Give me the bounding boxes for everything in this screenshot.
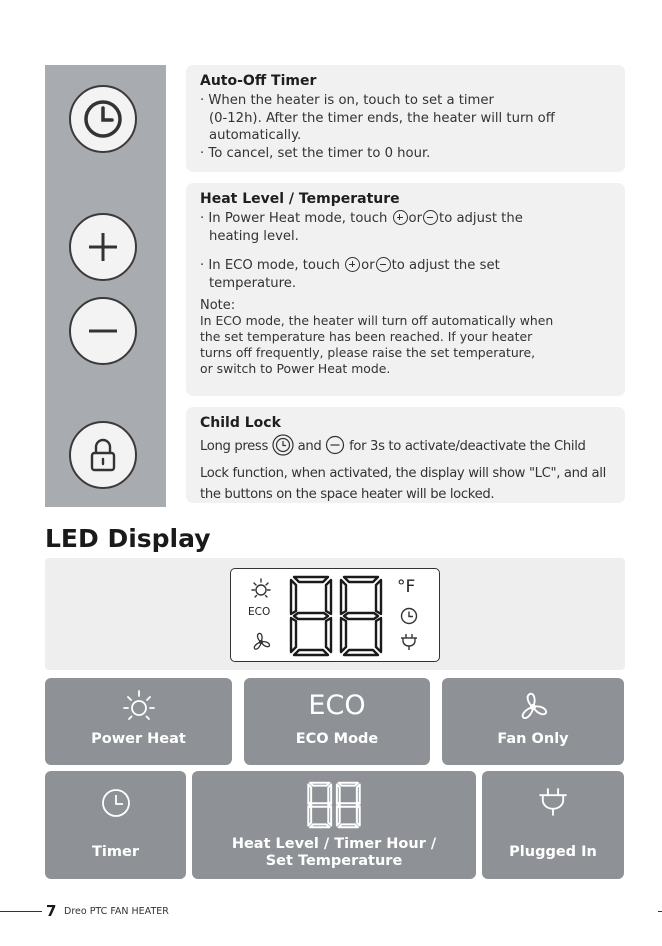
child-lock-card (186, 407, 625, 503)
eco-mode-tile (244, 678, 430, 765)
lock-text-line: Lock function, when activated, the display will show "LC", and all (200, 466, 606, 481)
heat-bullet-line: temperature. (209, 275, 297, 291)
led-screen (230, 568, 440, 662)
heat-level-label-line: Heat Level / Timer Hour / (231, 836, 437, 852)
auto-off-timer-card (186, 65, 625, 172)
plugged-in-tile (482, 771, 624, 879)
heat-level-label (192, 836, 476, 870)
lock-text-part: and (293, 439, 326, 454)
heat-bullet-power (200, 210, 611, 245)
plug-icon (482, 785, 624, 819)
timer-icon (45, 786, 186, 820)
minus-icon (376, 257, 391, 272)
heat-level-card (186, 183, 625, 396)
plus-button-icon (69, 213, 137, 281)
minus-icon (325, 435, 345, 462)
page-number: 7 (46, 902, 57, 920)
note-line: or switch to Power Heat mode. (200, 361, 391, 376)
eco-icon-text: ECO (308, 690, 366, 721)
plus-icon (345, 257, 360, 272)
timer-bullet-line: (0-12h). After the timer ends, the heater will turn off (209, 110, 555, 126)
seven-segment-digits (288, 574, 384, 658)
digits-icon (192, 781, 476, 829)
eco-mode-label: ECO Mode (295, 731, 379, 747)
note-line: In ECO mode, the heater will turn off automatically when (200, 313, 554, 328)
auto-off-timer-title: Auto-Off Timer (200, 73, 317, 89)
timer-bullet-set (200, 92, 611, 145)
lock-button-icon (69, 421, 137, 489)
heat-bullet-text: · In ECO mode, touch (200, 258, 345, 273)
timer-icon (272, 434, 294, 463)
sun-icon (45, 688, 232, 724)
heat-level-tile (192, 771, 476, 879)
note-line: the set temperature has been reached. If your heater (200, 329, 533, 344)
heat-level-title: Heat Level / Temperature (200, 191, 400, 207)
plus-icon (393, 210, 408, 225)
power-heat-tile (45, 678, 232, 765)
lock-text-line: the buttons on the space heater will be locked. (200, 487, 495, 502)
note-body (200, 313, 611, 377)
sun-icon (249, 577, 273, 605)
heat-bullet-text: · In Power Heat mode, touch (200, 211, 392, 226)
fahrenheit-indicator: °F (397, 577, 416, 597)
heat-bullet-text: to adjust the set (391, 258, 500, 273)
power-heat-label: Power Heat (91, 731, 186, 747)
timer-bullet-line: · When the heater is on, touch to set a timer (200, 93, 494, 108)
minus-icon (423, 210, 438, 225)
fan-icon (250, 631, 272, 657)
timer-icon (399, 606, 419, 630)
footer-rule (0, 911, 42, 912)
lock-text-part: Long press (200, 439, 272, 454)
led-display-heading: LED Display (45, 524, 211, 553)
fan-only-label: Fan Only (497, 731, 569, 747)
timer-bullet-line: automatically. (209, 128, 302, 143)
heat-bullet-text: to adjust the (439, 211, 523, 226)
footer-product-name: Dreo PTC FAN HEATER (64, 906, 169, 917)
heat-bullet-line: heating level. (209, 228, 299, 244)
heat-bullet-eco (200, 257, 611, 292)
timer-bullet-cancel: · To cancel, set the timer to 0 hour. (200, 145, 431, 161)
heat-bullet-or: or (408, 211, 423, 226)
fan-only-tile (442, 678, 624, 765)
plug-icon (399, 632, 419, 656)
timer-button-icon (69, 85, 137, 153)
child-lock-title: Child Lock (200, 415, 281, 431)
footer-rule-right (658, 911, 662, 912)
timer-tile (45, 771, 186, 879)
note-title: Note: (200, 298, 236, 313)
led-display-panel (45, 558, 625, 670)
timer-label: Timer (92, 844, 139, 860)
heat-level-label-line: Set Temperature (265, 853, 403, 869)
minus-button-icon (69, 297, 137, 365)
eco-indicator: ECO (248, 606, 271, 618)
child-lock-text (200, 434, 611, 505)
heat-bullet-or: or (361, 258, 375, 273)
control-icon-strip (45, 65, 166, 507)
plugged-in-label: Plugged In (509, 844, 597, 860)
fan-icon (442, 690, 624, 724)
note-line: turns off frequently, please raise the set temperature, (200, 345, 536, 360)
lock-text-part: for 3s to activate/deactivate the Child (345, 439, 586, 454)
